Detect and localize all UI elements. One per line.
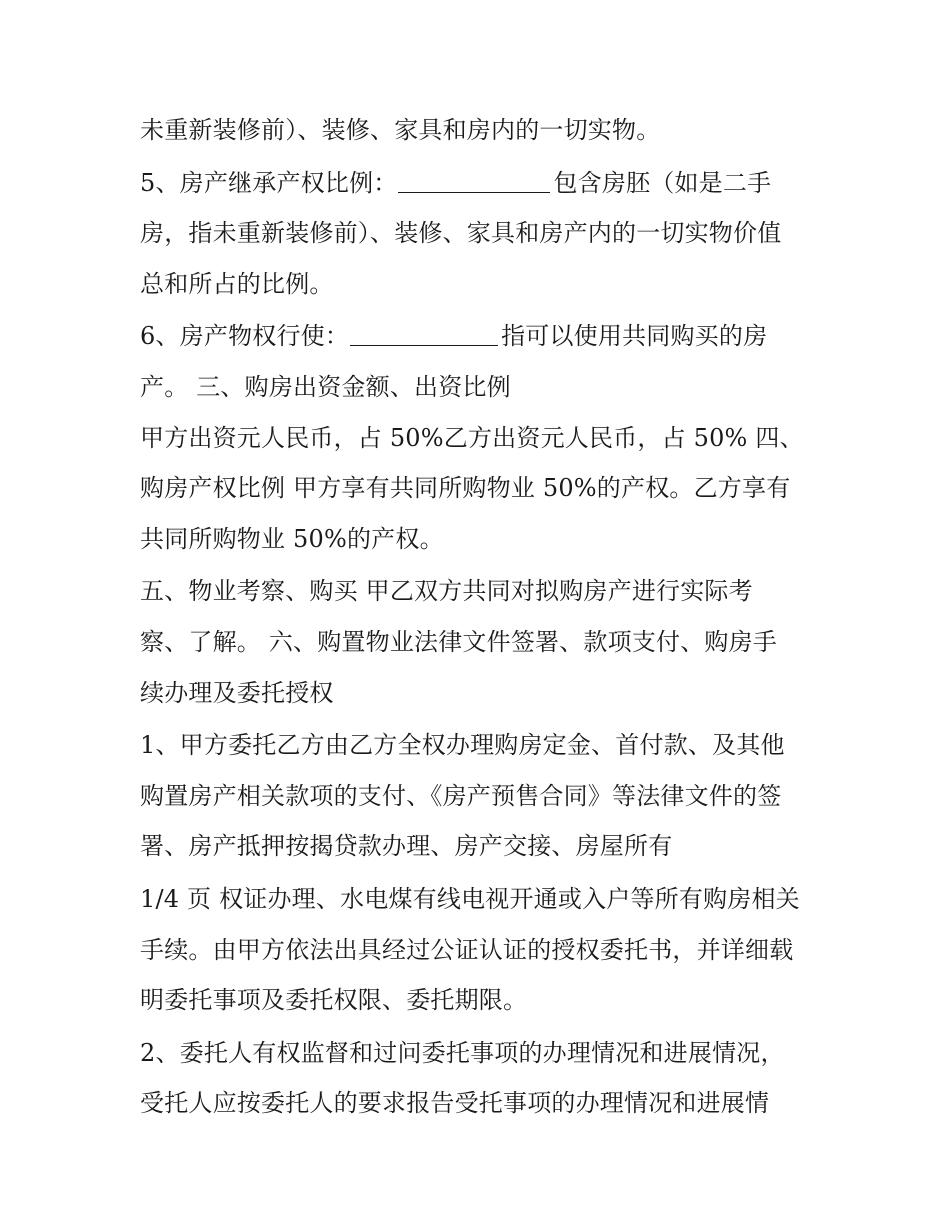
text-line-3: 房，指未重新装修前）、装修、家具和房产内的一切实物价值: [140, 219, 782, 248]
fill-in-blank-property-right: [350, 321, 498, 346]
text-line-18: 明委托事项及委托权限、委托期限。: [140, 986, 528, 1015]
text-line-7: 甲方出资元人民币，占 50%乙方出资元人民币，占 50% 四、: [140, 423, 804, 452]
fill-in-blank-inheritance-ratio: [398, 168, 550, 193]
clause-6-label: 6、房产物权行使：: [140, 322, 350, 351]
text-line-14: 购置房产相关款项的支付、《房产预售合同》等法律文件的签: [140, 781, 782, 810]
clause-5-label: 5、房产继承产权比例：: [140, 168, 398, 197]
text-line-6: 产。 三、购房出资金额、出资比例: [140, 372, 511, 401]
text-line-20: 受托人应按委托人的要求报告受托事项的办理情况和进展情: [140, 1089, 770, 1118]
text-line-12: 续办理及委托授权: [140, 678, 334, 707]
text-line-19: 2、委托人有权监督和过问委托事项的办理情况和进展情况，: [140, 1038, 785, 1067]
document-page: [140, 105, 820, 1129]
clause-5-text: 包含房胚（如是二手: [553, 168, 772, 197]
text-line-15: 署、房产抵押按揭贷款办理、房产交接、房屋所有: [140, 832, 673, 861]
text-line-9: 共同所购物业 50%的产权。: [140, 524, 444, 553]
text-line-1: 未重新装修前）、装修、家具和房内的一切实物。: [140, 116, 661, 144]
text-line-16: 1/4 页 权证办理、水电煤有线电视开通或入户等所有购房相关: [140, 884, 800, 913]
clause-6-text: 指可以使用共同购买的房: [501, 322, 768, 351]
text-line-10: 五、物业考察、购买 甲乙双方共同对拟购房产进行实际考: [140, 577, 753, 606]
text-line-8: 购房产权比例 甲方享有共同所购物业 50%的产权。乙方享有: [140, 474, 791, 503]
text-line-5: [140, 311, 820, 362]
text-line-13: 1、甲方委托乙方由乙方全权办理购房定金、首付款、及其他: [140, 731, 785, 760]
text-line-11: 察、了解。 六、购置物业法律文件签署、款项支付、购房手: [140, 627, 778, 656]
text-line-17: 手续。由甲方依法出具经过公证认证的授权委托书，并详细载: [140, 935, 794, 964]
text-line-4: 总和所占的比例。: [140, 269, 334, 298]
text-line-2: [140, 158, 820, 209]
